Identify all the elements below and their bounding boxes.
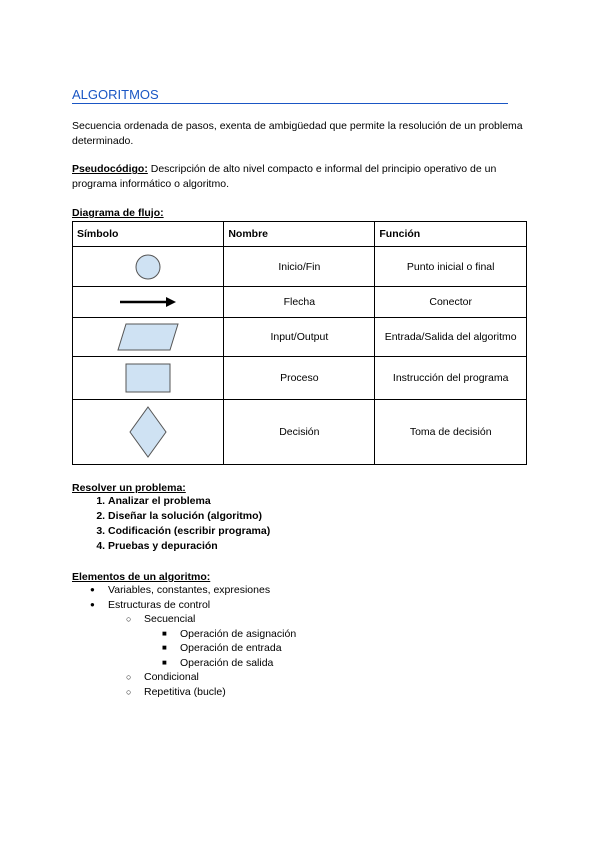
list-item: 1. Analizar el problema — [108, 494, 270, 509]
parallelogram-icon — [116, 322, 180, 352]
table-row — [73, 247, 527, 287]
elements-list — [72, 583, 296, 699]
list-item: 3. Codificación (escribir programa) — [108, 524, 270, 539]
table-row — [73, 400, 527, 465]
function-cell: Entrada/Salida del algoritmo — [375, 318, 527, 357]
header-symbol: Símbolo — [73, 222, 224, 247]
elements-heading: Elementos de un algoritmo: — [72, 571, 211, 583]
symbol-cell — [73, 287, 224, 318]
list-item: ● Variables, constantes, expresiones — [108, 583, 296, 598]
name-cell: Decisión — [224, 400, 375, 465]
table-row — [73, 287, 527, 318]
table-header-row — [73, 222, 527, 247]
symbol-cell — [73, 318, 224, 357]
flowchart-heading: Diagrama de flujo: — [72, 207, 164, 219]
solve-heading: Resolver un problema: — [72, 482, 186, 494]
pseudocode-paragraph — [72, 162, 532, 192]
name-cell: Flecha — [224, 287, 375, 318]
arrow-icon — [118, 296, 178, 308]
function-cell: Conector — [375, 287, 527, 318]
name-cell: Input/Output — [224, 318, 375, 357]
list-item: ■ Operación de salida — [180, 656, 296, 671]
function-cell: Punto inicial o final — [375, 247, 527, 287]
pseudocode-label: Pseudocódigo: — [72, 163, 148, 175]
diamond-icon — [128, 405, 168, 459]
symbol-cell — [73, 247, 224, 287]
pseudocode-text: Descripción de alto nivel compacto e informal del principio operativo de un programa informático o algoritmo. — [72, 163, 497, 190]
symbol-cell — [73, 357, 224, 400]
list-item: ■ Operación de asignación — [180, 627, 296, 642]
function-cell: Toma de decisión — [375, 400, 527, 465]
list-item: 2. Diseñar la solución (algoritmo) — [108, 509, 270, 524]
list-item: ○ Secuencial — [144, 612, 296, 627]
function-cell: Instrucción del programa — [375, 357, 527, 400]
solve-steps-list — [72, 494, 270, 554]
header-function: Función — [375, 222, 527, 247]
list-item: ○ Condicional — [144, 670, 296, 685]
list-item: ○ Repetitiva (bucle) — [144, 685, 296, 700]
definition-text: Secuencia ordenada de pasos, exenta de ambigüedad que permite la resolución de un problema determinado. — [72, 120, 523, 147]
table-row — [73, 357, 527, 400]
name-cell: Inicio/Fin — [224, 247, 375, 287]
header-name: Nombre — [224, 222, 375, 247]
flowchart-table — [72, 221, 527, 465]
oval-icon — [133, 252, 163, 282]
list-item: 4. Pruebas y depuración — [108, 539, 270, 554]
symbol-cell — [73, 400, 224, 465]
list-item: ● Estructuras de control — [108, 598, 296, 613]
page-title: ALGORITMOS — [72, 88, 508, 104]
list-item: ■ Operación de entrada — [180, 641, 296, 656]
table-row — [73, 318, 527, 357]
rectangle-icon — [124, 362, 172, 394]
name-cell: Proceso — [224, 357, 375, 400]
